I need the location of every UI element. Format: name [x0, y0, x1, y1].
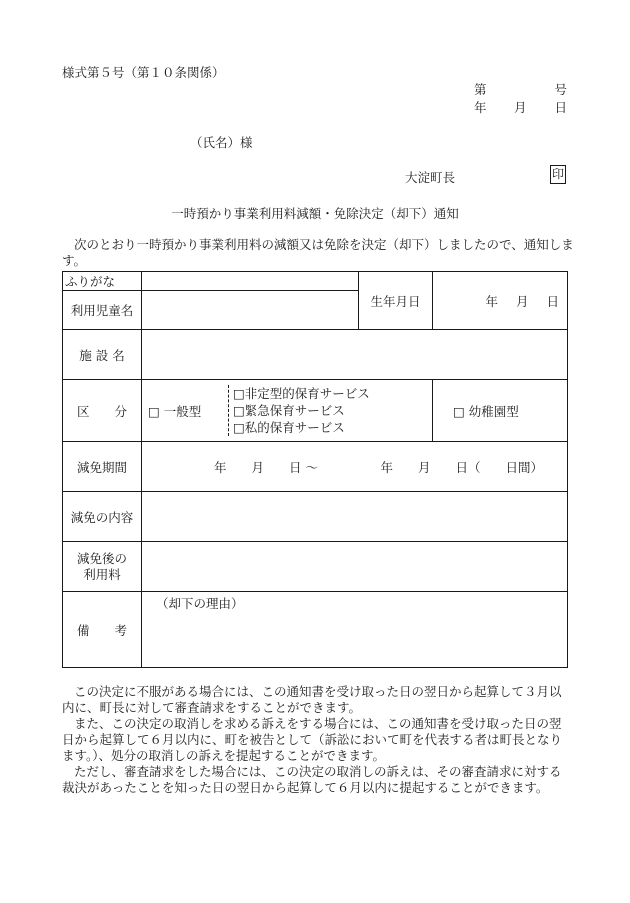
document-title: 一時預かり事業利用料減額・免除決定（却下）通知	[171, 206, 459, 221]
period-label: 減免期間	[76, 459, 127, 475]
issue-day: 日	[554, 100, 567, 115]
period-label-cell	[63, 442, 142, 492]
birthdate-value-cell	[433, 272, 568, 330]
birth-day: 日	[546, 293, 559, 309]
seal-mark: 印	[550, 165, 566, 184]
number-suffix: 号	[554, 82, 567, 97]
category-kindergarten-option[interactable]: □ 幼稚園型	[453, 403, 519, 419]
furigana-label: ふりがな	[65, 274, 116, 289]
birth-year: 年	[485, 293, 498, 309]
facility-value-cell	[142, 330, 568, 380]
category-sub-option[interactable]: □非定型的保育サービス	[233, 386, 370, 401]
note-paragraph: また、この決定の取消しを求める訴えをする場合には、この通知書を受け取った日の翌日から起算して６月以内に、町を被告として（訴訟において町を代表する者は町長となります。）、処分の取消しの訴えを提起することができます。	[62, 716, 563, 763]
category-sub-option[interactable]: □私的保育サービス	[233, 420, 345, 435]
period-text: 年 月 日 ～ 年 月 日（ 日間）	[214, 459, 543, 475]
facility-label: 施 設 名	[79, 347, 125, 363]
appeal-notes	[62, 684, 572, 796]
content-label: 減免の内容	[70, 509, 134, 525]
number-prefix: 第	[474, 82, 487, 97]
content-label-cell	[63, 492, 142, 542]
remarks-label-cell	[63, 592, 142, 668]
child-name-label-cell	[63, 291, 142, 330]
category-label-cell	[63, 380, 142, 442]
birth-month: 月	[515, 293, 529, 309]
birthdate-label-cell	[359, 272, 433, 330]
category-label: 区 分	[76, 403, 127, 419]
child-name-value-cell	[142, 291, 359, 330]
category-sub-option[interactable]: □緊急保育サービス	[233, 403, 345, 418]
content-value-cell	[142, 492, 568, 542]
form-number: 様式第５号（第１０条関係）	[62, 65, 225, 80]
facility-label-cell	[63, 330, 142, 380]
category-general-option[interactable]: □ 一般型	[148, 403, 202, 419]
fee-after-value-cell	[142, 542, 568, 592]
category-options-cell	[142, 380, 433, 442]
decision-table	[62, 271, 568, 668]
fee-after-label: 減免後の利用料	[76, 550, 127, 582]
remarks-value-cell	[142, 592, 568, 668]
fee-after-label-cell	[63, 542, 142, 592]
furigana-label-cell	[63, 272, 142, 291]
category-kindergarten-cell	[433, 380, 568, 442]
period-value-cell	[142, 442, 568, 492]
note-paragraph: ただし、審査請求をした場合には、この決定の取消しの訴えは、その審査請求に対する裁決があったことを知った日の翌日から起算して６月以内に提起することができます。	[62, 764, 562, 795]
remarks-label: 備 考	[76, 622, 127, 638]
furigana-value-cell	[142, 272, 359, 291]
remarks-note: （却下の理由）	[156, 596, 244, 611]
issue-year: 年	[474, 100, 487, 115]
issuer-name: 大淀町長	[405, 170, 456, 185]
addressee: （氏名）様	[190, 135, 253, 150]
issue-month: 月	[514, 100, 527, 115]
intro-text: 次のとおり一時預かり事業利用料の減額又は免除を決定（却下）しましたので、通知します。	[62, 237, 574, 268]
child-name-label: 利用児童名	[70, 303, 134, 318]
birthdate-label: 生年月日	[370, 293, 421, 309]
note-paragraph: この決定に不服がある場合には、この通知書を受け取った日の翌日から起算して３月以内に、町長に対して審査請求をすることができます。	[62, 684, 562, 715]
